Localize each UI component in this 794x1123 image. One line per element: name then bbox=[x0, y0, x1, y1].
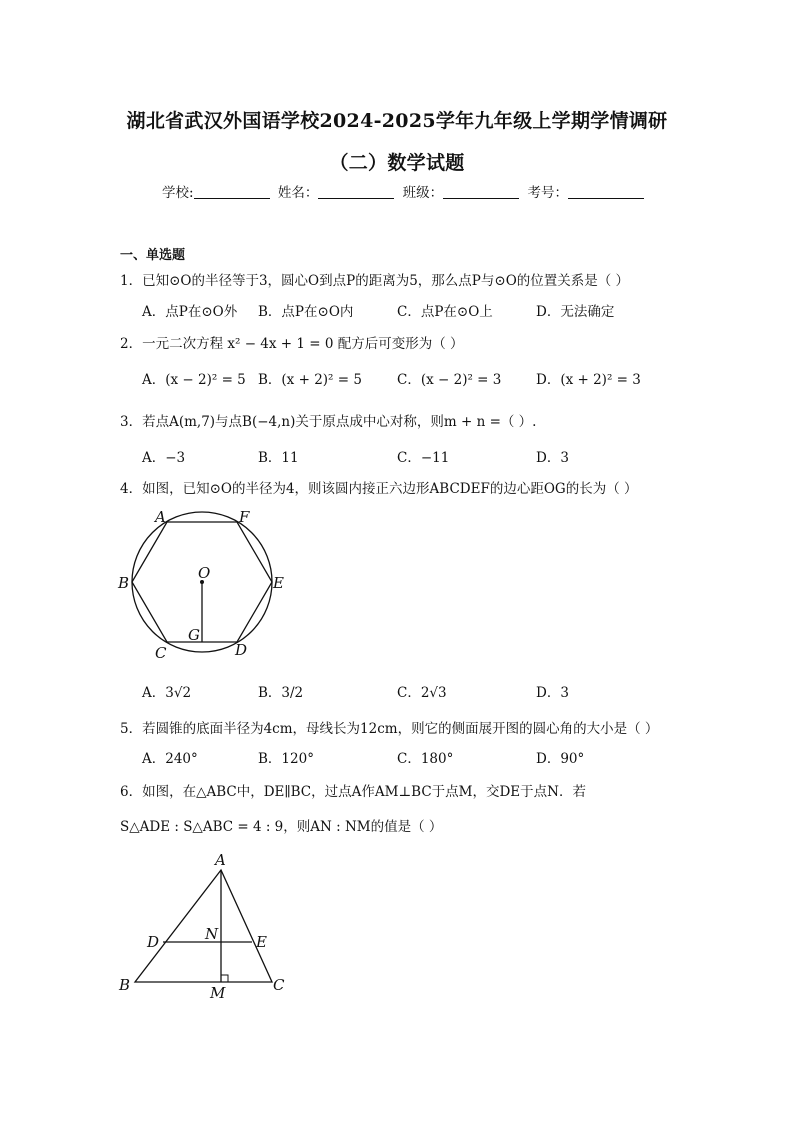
q4-option-c: C．2√3 bbox=[397, 685, 447, 701]
page-subtitle: （二）数学试题 bbox=[329, 152, 465, 174]
question-5-stem: 5．若圆锥的底面半径为4cm，母线长为12cm，则它的侧面展开图的圆心角的大小是（ ） bbox=[120, 721, 659, 737]
q2-option-d: D．(x + 2)² = 3 bbox=[536, 372, 641, 388]
class-blank[interactable] bbox=[443, 185, 519, 199]
q1-option-d: D．无法确定 bbox=[536, 304, 615, 320]
label-n: N bbox=[205, 925, 219, 943]
q3-option-b: B．11 bbox=[258, 450, 299, 466]
label-e: E bbox=[273, 574, 284, 592]
q1-option-a: A．点P在⊙O外 bbox=[142, 304, 238, 320]
label-d: D bbox=[235, 641, 248, 659]
label-f: F bbox=[239, 508, 250, 526]
label-b: B bbox=[119, 976, 131, 994]
q2-option-c: C．(x − 2)² = 3 bbox=[397, 372, 502, 388]
label-d: D bbox=[147, 933, 160, 951]
q2-option-b: B．(x + 2)² = 5 bbox=[258, 372, 362, 388]
triangle-figure bbox=[115, 850, 295, 1000]
label-o: O bbox=[198, 564, 211, 582]
section-heading: 一、单选题 bbox=[120, 248, 186, 263]
q3-option-a: A．−3 bbox=[142, 450, 186, 466]
question-2-stem: 2．一元二次方程 x² − 4x + 1 = 0 配方后可变形为（ ） bbox=[120, 336, 464, 352]
name-blank[interactable] bbox=[318, 185, 394, 199]
label-m: M bbox=[210, 984, 226, 1000]
q4-option-a: A．3√2 bbox=[142, 685, 192, 701]
question-6-stem-line1: 6．如图，在△ABC中，DE∥BC，过点A作AM⊥BC于点M，交DE于点N．若 bbox=[120, 784, 586, 800]
q3-option-c: C．−11 bbox=[397, 450, 450, 466]
page-title: 湖北省武汉外国语学校2024-2025学年九年级上学期学情调研 bbox=[126, 110, 668, 132]
label-a: A bbox=[155, 508, 166, 526]
label-b: B bbox=[118, 574, 130, 592]
q4-option-d: D．3 bbox=[536, 685, 569, 701]
class-label: 班级： bbox=[402, 185, 444, 201]
q4-option-b: B．3/2 bbox=[258, 685, 304, 701]
q3-option-d: D．3 bbox=[536, 450, 569, 466]
right-angle-mark bbox=[221, 975, 228, 982]
q1-option-b: B．点P在⊙O内 bbox=[258, 304, 354, 320]
school-blank[interactable] bbox=[194, 185, 270, 199]
q5-option-d: D．90° bbox=[536, 751, 585, 767]
q2-option-a: A．(x − 2)² = 5 bbox=[142, 372, 246, 388]
label-g: G bbox=[188, 626, 200, 644]
q5-option-a: A．240° bbox=[142, 751, 198, 767]
exam-number-label: 考号： bbox=[527, 185, 568, 201]
question-1-stem: 1．已知⊙O的半径等于3，圆心O到点P的距离为5，那么点P与⊙O的位置关系是（ ） bbox=[120, 273, 630, 289]
question-4-stem: 4．如图，已知⊙O的半径为4，则该圆内接正六边形ABCDEF的边心距OG的长为（ ） bbox=[120, 481, 638, 497]
question-6-stem-line2: S△ADE : S△ABC = 4 : 9，则AN : NM的值是（ ） bbox=[120, 819, 443, 835]
student-info-fields bbox=[162, 181, 648, 201]
q5-option-c: C．180° bbox=[397, 751, 454, 767]
q5-option-b: B．120° bbox=[258, 751, 314, 767]
label-e: E bbox=[256, 933, 267, 951]
school-label: 学校: bbox=[162, 185, 194, 201]
label-c: C bbox=[155, 644, 167, 662]
question-3-stem: 3．若点A(m,7)与点B(−4,n)关于原点成中心对称，则m + n =（ ）. bbox=[120, 414, 537, 430]
exam-number-blank[interactable] bbox=[568, 185, 644, 199]
label-c: C bbox=[273, 976, 285, 994]
label-a: A bbox=[215, 851, 226, 869]
triangle-abc bbox=[135, 870, 272, 982]
hexagon-figure bbox=[115, 505, 295, 665]
name-label: 姓名： bbox=[277, 185, 319, 201]
q1-option-c: C．点P在⊙O上 bbox=[397, 304, 493, 320]
